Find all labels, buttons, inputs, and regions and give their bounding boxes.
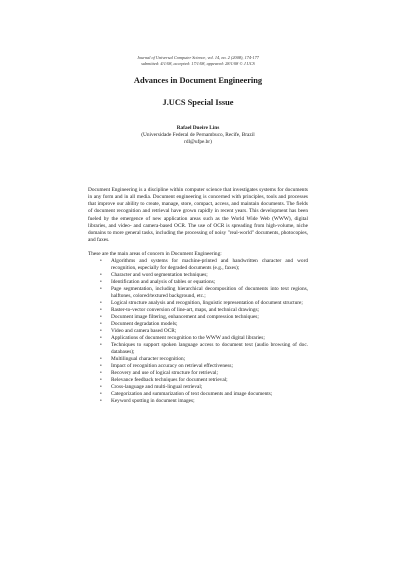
list-item-text: Document degradation models; — [111, 320, 178, 327]
areas-list — [88, 258, 308, 405]
bullet-icon: • — [100, 258, 102, 264]
bullet-icon: • — [100, 363, 102, 369]
list-item — [88, 391, 308, 398]
list-item-text: Page segmentation, including hierarchical decomposition of documents into text regions, halftones, colored/textured background, etc.; — [111, 285, 308, 299]
list-item-text: Techniques to support spoken language access to document text (audio browsing of doc. databases); — [111, 341, 308, 355]
list-item-text: Applications of document recognition to the WWW and digital libraries; — [111, 334, 265, 341]
abstract-paragraph: Document Engineering is a discipline within computer science that investigates systems for documents in any form and in all media. Document engineering is concerned with principles, tools and processes that improve our ability to create, manage, store, compact, access, and maintain documents. The fields of document recognition and retrieval have grown rapidly in recent years. This development has been fueled by the emergence of new application areas such as the World Wide Web (WWW), digital libraries, and video- and camera-based OCR. The use of OCR is spreading from high-volume, niche domains to more general tasks, including the processing of noisy "real-world" documents, photocopies, and faxes. — [88, 187, 308, 243]
list-item — [88, 286, 308, 300]
author-affiliation: (Universidade Federal de Pernambuco, Recife, Brazil — [141, 132, 255, 139]
list-item — [88, 272, 308, 279]
list-item — [88, 314, 308, 321]
list-item-text: Raster-to-vector conversion of line-art, maps, and technical drawings; — [111, 306, 260, 313]
list-item-text: Impact of recognition accuracy on retrieval effectiveness; — [111, 362, 233, 369]
bullet-icon: • — [100, 279, 102, 285]
list-item-text: Cross-language and multi-lingual retrieval; — [111, 383, 203, 390]
list-item — [88, 384, 308, 391]
journal-dates: submitted: 4/1/08, accepted: 17/1/08, appeared: 28/1/08 © J.UCS — [141, 60, 255, 66]
paper-page — [88, 55, 308, 405]
list-item — [88, 342, 308, 356]
list-item-text: Relevance feedback techniques for document retrieval; — [111, 376, 228, 383]
bullet-icon: • — [100, 384, 102, 390]
bullet-icon: • — [100, 307, 102, 313]
journal-citation: Journal of Universal Computer Science, vol. 14, no. 2 (2008), 174-177 — [137, 55, 259, 60]
list-item — [88, 279, 308, 286]
bullet-icon: • — [100, 342, 102, 348]
bullet-icon: • — [100, 314, 102, 320]
list-item — [88, 377, 308, 384]
list-item — [88, 307, 308, 314]
bullet-icon: • — [100, 286, 102, 292]
list-item — [88, 300, 308, 307]
bullet-icon: • — [100, 356, 102, 362]
bullet-icon: • — [100, 391, 102, 397]
list-item-text: Identification and analysis of tables or equations; — [111, 278, 216, 285]
list-item-text: Recovery and use of logical structure for retrieval; — [111, 369, 218, 376]
list-item — [88, 258, 308, 272]
list-item — [88, 370, 308, 377]
list-item-text: Document image filtering, enhancement and compression techniques; — [111, 313, 259, 320]
list-item-text: Video and camera based OCR; — [111, 327, 177, 334]
areas-intro: These are the main areas of concern in Document Engineering: — [88, 250, 222, 257]
list-item-text: Character and word segmentation techniques; — [111, 271, 208, 278]
bullet-icon: • — [100, 272, 102, 278]
bullet-icon: • — [100, 370, 102, 376]
paper-title: Advances in Document Engineering — [133, 76, 263, 86]
list-item-text: Keyword spotting in document images; — [111, 397, 195, 404]
list-item-text: Categorization and summarization of text documents and image documents; — [111, 390, 273, 397]
list-item-text: Multilingual character recognition; — [111, 355, 186, 362]
list-item — [88, 335, 308, 342]
author-name: Rafael Dueire Lins — [176, 125, 220, 132]
journal-info — [88, 55, 308, 66]
list-item-text: Logical structure analysis and recognition, linguistic representation of document structure; — [111, 299, 303, 306]
bullet-icon: • — [100, 398, 102, 404]
bullet-icon: • — [100, 335, 102, 341]
paper-subtitle: J.UCS Special Issue — [162, 98, 234, 108]
list-item — [88, 321, 308, 328]
bullet-icon: • — [100, 300, 102, 306]
list-item — [88, 356, 308, 363]
list-item — [88, 363, 308, 370]
bullet-icon: • — [100, 328, 102, 334]
author-email: rdl@ufpe.br) — [184, 139, 212, 146]
bullet-icon: • — [100, 377, 102, 383]
list-item-text: Algorithms and systems for machine-printed and handwritten character and word recognition, especially for degraded documents (e.g., faxes); — [111, 257, 308, 271]
bullet-icon: • — [100, 321, 102, 327]
list-item — [88, 328, 308, 335]
list-item — [88, 398, 308, 405]
